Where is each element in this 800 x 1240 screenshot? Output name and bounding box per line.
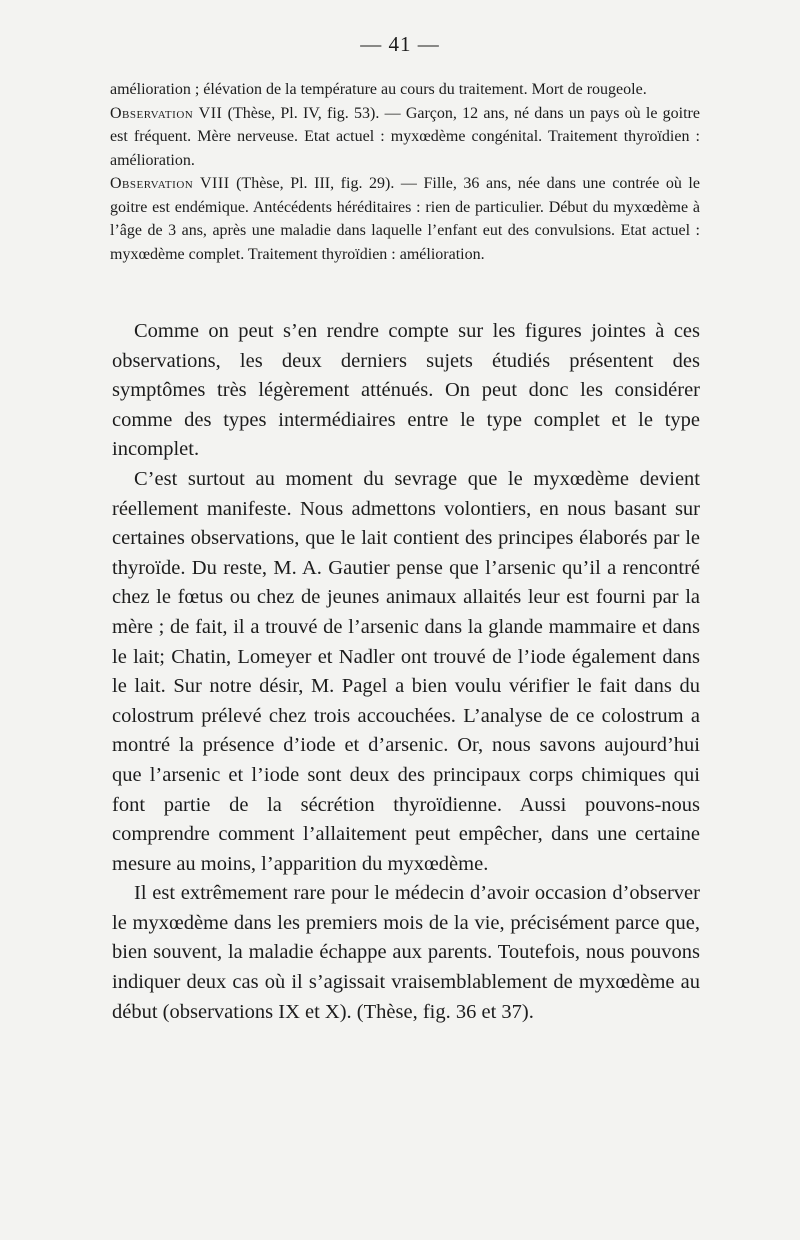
observation-8-heading: Observation VIII [110,175,230,192]
paragraph-1: Comme on peut s’en rendre compte sur les figures jointes à ces observations, les deux derniers sujets étudiés présentent des symptômes très légèrement atténués. On peut donc les considérer comme des types intermédiaires entre le type complet et le type incomplet. [112,320,700,461]
observation-intro: amélioration ; élévation de la température au cours du traitement. Mort de rougeole. [110,81,647,98]
paragraph-3: Il est extrêmement rare pour le médecin d’avoir occasion d’observer le myxœdème dans les premiers mois de la vie, précisément parce que, bien souvent, la maladie échappe aux parents. Toutefois, nous pouvons indiquer deux cas où il s’agissait vraisemblablement de myxœdème au début (observations IX et X). (Thèse, fig. 36 et 37). [112,882,700,1023]
body-text [112,317,700,1027]
observation-7 [110,102,700,173]
page-number: — 41 — [360,32,440,56]
observation-7-text: (Thèse, Pl. IV, fig. 53). — Garçon, 12 ans, né dans un pays où le goitre est fréquent. Mère nerveuse. Etat actuel : myxœdème congénital. Traitement thyroïdien : amélioration. [110,104,700,169]
observation-8-text: (Thèse, Pl. III, fig. 29). — Fille, 36 ans, née dans une contrée où le goitre est endémique. Antécédents héréditaires : rien de particulier. Début du myxœdème à l’âge de 3 ans, après une maladie dans laquelle l’enfant eut des convulsions. Etat actuel : myxœdème complet. Traitement thyroïdien : amélioration. [110,175,700,263]
observation-8 [110,172,700,266]
observations-block [110,78,700,266]
observation-7-heading: Observation VII [110,104,223,122]
paragraph-2: C’est surtout au moment du sevrage que le myxœdème devient réellement manifeste. Nous admettons volontiers, en nous basant sur certaines observations, que le lait contient des principes élaborés par le thyroïde. Du reste, M. A. Gautier pense que l’arsenic qu’il a rencontré chez le fœtus ou chez de jeunes animaux allaités leur est fourni par la mère ; de fait, il a trouvé de l’arsenic dans la glande mammaire et dans le lait; Chatin, Lomeyer et Nadler ont trouvé de l’iode également dans le lait. Sur notre désir, M. Pagel a bien voulu vérifier le fait dans du colostrum prélevé chez trois accouchées. L’analyse de ce colostrum a montré la présence d’iode et d’arsenic. Or, nous savons aujourd’hui que l’arsenic et l’iode sont deux des principaux corps chimiques qui font partie de la sécrétion thyroïdienne. Aussi pouvons-nous comprendre comment l’allaitement peut empêcher, dans une certaine mesure au moins, l’apparition du myxœdème. [112,467,700,875]
